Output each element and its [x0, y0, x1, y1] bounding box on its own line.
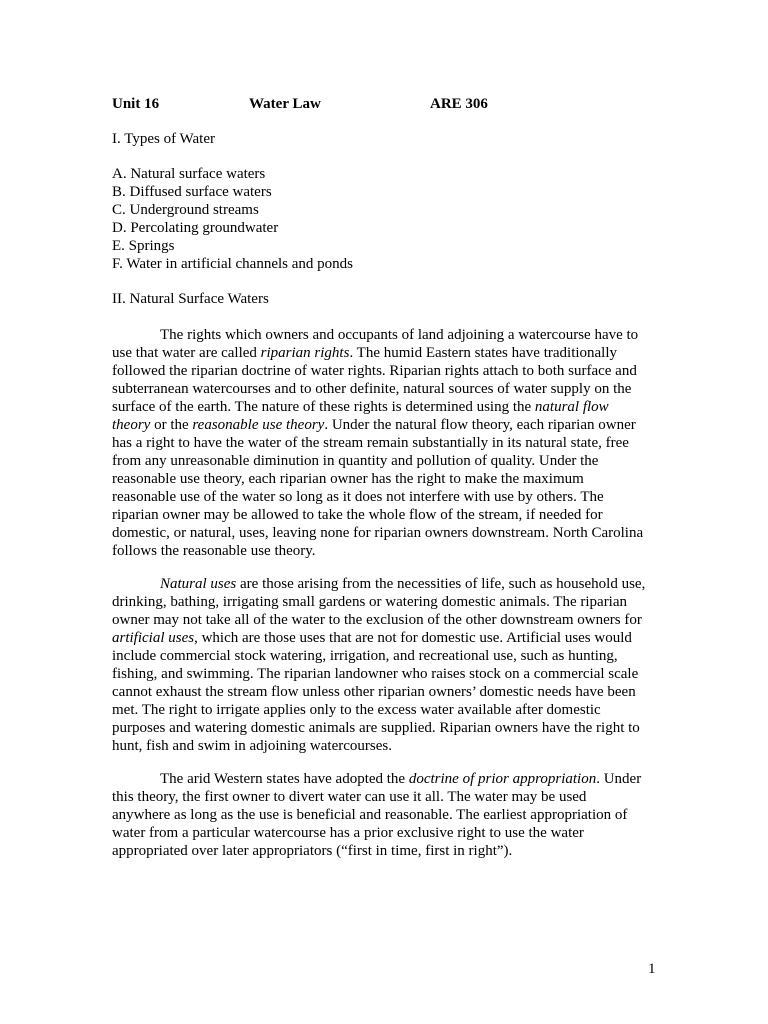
text-line: fishing, and swimming. The riparian landowner who raises stock on a commercial scale	[112, 666, 639, 682]
term-natural-flow: natural flow	[534, 399, 609, 415]
term-natural-uses: Natural uses	[160, 576, 237, 592]
text-line: follows the reasonable use theory.	[112, 543, 316, 559]
text-line: purposes and watering domestic animals are supplied. Riparian owners have the right to	[112, 720, 640, 736]
term-doctrine-of-prior-appropriation: doctrine of prior appropriation	[408, 771, 597, 787]
text-line: reasonable use theory, each riparian owner has the right to make the maximum	[112, 471, 584, 487]
term-theory: theory	[112, 417, 151, 433]
term-artificial-uses: artificial uses	[112, 630, 195, 646]
paragraph-prior-appropriation	[112, 770, 657, 860]
text-line: reasonable use of the water so long as it does not interfere with use by others. The	[112, 489, 604, 505]
text-line: appropriated over later appropriators (“first in time, first in right”).	[112, 843, 513, 859]
section-2-heading: II. Natural Surface Waters	[112, 291, 269, 307]
term-reasonable-use-theory: reasonable use theory	[192, 417, 325, 433]
section-1-heading: I. Types of Water	[112, 131, 215, 147]
page-number: 1	[648, 961, 656, 977]
text-line: has a right to have the water of the stream remain substantially in its natural state, free	[112, 435, 629, 451]
text-line: domestic, or natural, uses, leaving none for riparian owners downstream. North Carolina	[112, 525, 644, 541]
list-item: B. Diffused surface waters	[112, 184, 272, 200]
list-item: C. Underground streams	[112, 202, 259, 218]
unit-label: Unit 16	[112, 96, 160, 112]
text-line: subterranean watercourses and to other definite, natural sources of water supply on the	[112, 381, 632, 397]
text-line: include commercial stock watering, irrigation, and recreational use, such as hunting,	[112, 648, 618, 664]
text-line: water from a particular watercourse has a prior exclusive right to use the water	[112, 825, 584, 841]
list-item: F. Water in artificial channels and ponds	[112, 256, 353, 272]
text-line: followed the riparian doctrine of water rights. Riparian rights attach to both surface and	[112, 363, 637, 379]
paragraph-natural-uses	[112, 575, 657, 755]
text-line: riparian owner may be allowed to take the whole flow of the stream, if needed for	[112, 507, 603, 523]
text-line: artificial uses, which are those uses that are not for domestic use. Artificial uses would	[112, 630, 632, 646]
text-line: from any unreasonable diminution in quantity and pollution of quality. Under the	[112, 453, 599, 469]
text-line: The rights which owners and occupants of land adjoining a watercourse have to	[160, 327, 639, 343]
list-item: D. Percolating groundwater	[112, 220, 279, 236]
text-line: hunt, fish and swim in adjoining watercourses.	[112, 738, 392, 754]
term-riparian-rights: riparian rights	[260, 345, 350, 361]
text-line: use that water are called riparian rights. The humid Eastern states have traditionally	[112, 345, 618, 361]
text-line: theory or the reasonable use theory. Under the natural flow theory, each riparian owner	[112, 417, 636, 433]
text-line: surface of the earth. The nature of these rights is determined using the natural flow	[112, 399, 609, 415]
list-item: A. Natural surface waters	[112, 166, 266, 182]
text-line: this theory, the first owner to divert water can use it all. The water may be used	[112, 789, 587, 805]
text-line: drinking, bathing, irrigating small gardens or watering domestic animals. The riparian	[112, 594, 628, 610]
text-line: Natural uses are those arising from the necessities of life, such as household use,	[160, 576, 646, 592]
water-types-list	[112, 165, 657, 273]
text-line: owner may not take all of the water to the exclusion of the other downstream owners for	[112, 612, 642, 628]
text-line: cannot exhaust the stream flow unless other riparian owners’ domestic needs have been	[112, 684, 636, 700]
text-line: met. The right to irrigate applies only to the excess water available after domestic	[112, 702, 601, 718]
text-line: anywhere as long as the use is beneficial and reasonable. The earliest appropriation of	[112, 807, 628, 823]
text-line: The arid Western states have adopted the doctrine of prior appropriation. Under	[160, 771, 642, 787]
list-item: E. Springs	[112, 238, 175, 254]
course-code: ARE 306	[430, 96, 488, 112]
paragraph-riparian-rights	[112, 326, 657, 560]
topic-title: Water Law	[249, 96, 321, 112]
